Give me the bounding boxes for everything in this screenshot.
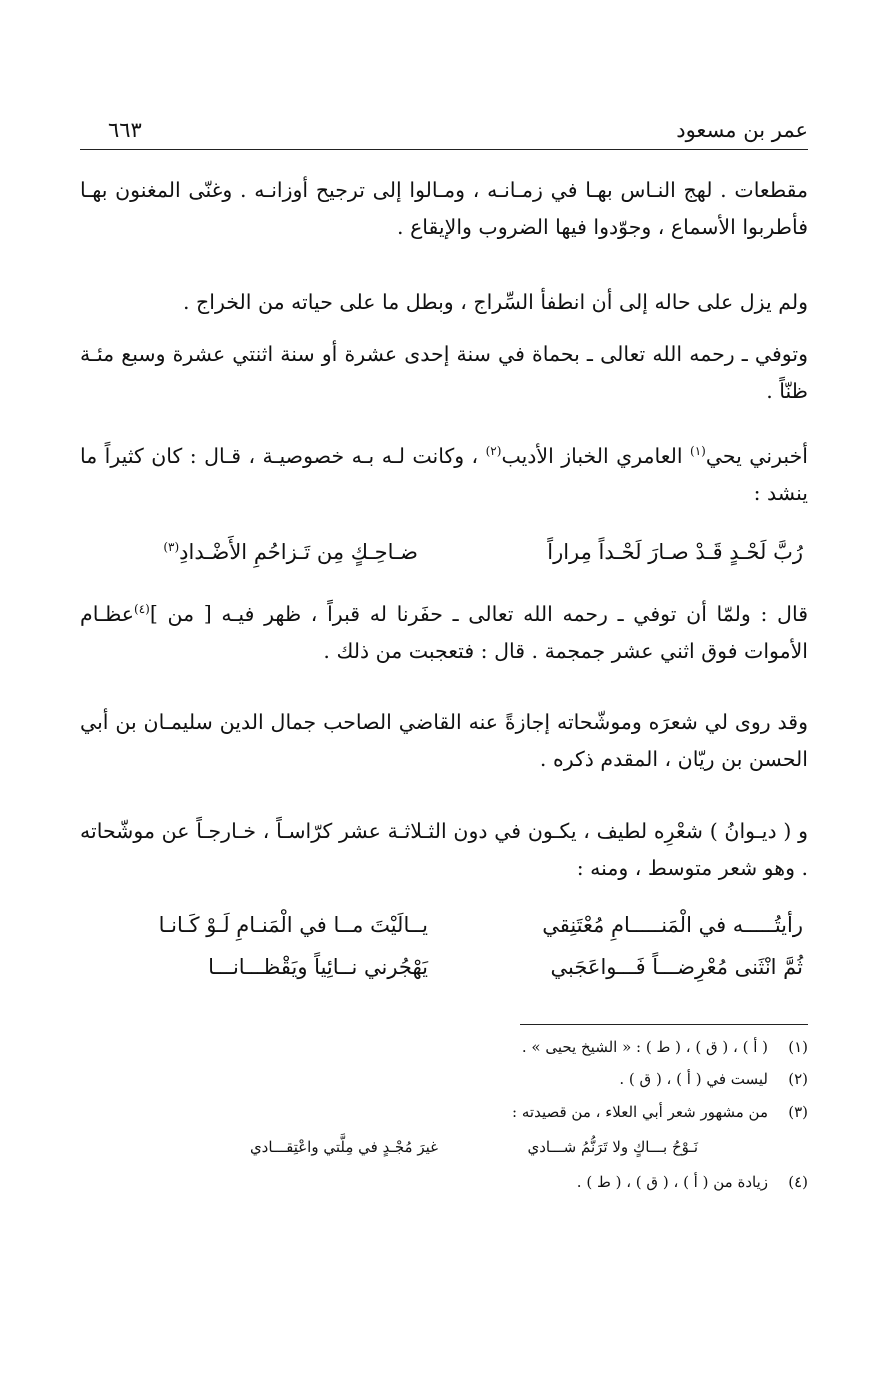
- verse-2-first-hemistich: رأيتُـــــه في الْمَنـــــامِ مُعْتَنِقي: [542, 913, 803, 937]
- paragraph-4: [80, 438, 808, 512]
- footnote-3-text: من مشهور شعر أبي العلاء ، من قصيدته :: [512, 1103, 768, 1121]
- verse-3-first-hemistich: ثُمَّ انْثَنى مُعْرِضـــاً فَـــواعَجَبي: [550, 955, 803, 979]
- paragraph-4-part-a: أخبرني يحي: [705, 444, 808, 468]
- footnote-ref-3[interactable]: (٣): [163, 540, 180, 554]
- footnote-1-text: ( أ ) ، ( ق ) ، ( ط ) : « الشيخ يحيى » .: [521, 1038, 768, 1056]
- paragraph-5-part-b: عظـام الأموات فوق اثني عشر جمجمة . قال : فتعجبت من ذلك .: [80, 602, 808, 663]
- paragraph-7: و ( ديـوانُ ) شعْرِه لطيف ، يكـون في دون الثـلاثـة عشر كرّاسـاً ، خـارجـاً عن موشّحاته . وهو شعر متوسط ، ومنه :: [80, 819, 808, 880]
- page-number: ٦٦٣: [108, 118, 142, 142]
- verse-3-second-hemistich: يَهْجُرني نــائِياً ويَقْظـــانـــا: [208, 955, 428, 979]
- paragraph-5: [80, 596, 808, 670]
- footnote-1: [522, 1038, 808, 1056]
- paragraph-2: ولم يزل على حاله إلى أن انطفأ السِّراج ، وبطل ما على حياته من الخراج .: [183, 290, 808, 314]
- paragraph-4-part-c: ، وكانت لـه بـه خصوصيـة ، قـال : كان كثيراً ما ينشد :: [80, 444, 808, 505]
- footnote-3: [512, 1103, 808, 1121]
- footnote-ref-1[interactable]: (١): [690, 444, 706, 459]
- footnote-rule: [520, 1024, 808, 1025]
- running-title: عمر بن مسعود: [676, 118, 808, 142]
- verse-1-first-hemistich: رُبَّ لَحْـدٍ قَـدْ صـارَ لَحْـداً مِراراً: [547, 540, 803, 564]
- verse-1-second-hemistich: [163, 540, 418, 564]
- paragraph-6: وقد روى لي شعرَه وموشّحاته إجازةً عنه القاضي الصاحب جمال الدين سليمـان بن أبي الحسن بن ريّان ، المقدم ذكره .: [80, 710, 808, 771]
- header-rule: [80, 149, 808, 150]
- footnote-verse-first: غيرَ مُجْـدٍ في مِلَّتي واعْتِقـــادي: [249, 1138, 438, 1156]
- paragraph-1: مقطعات . لهج النـاس بهـا في زمـانـه ، ومـالوا إلى ترجيح أوزانـه . وغنّى المغنون بهـا فأطربوا الأسماع ، وجوّدوا فيها الضروب والإيقاع .: [80, 178, 808, 239]
- footnote-4-text: زيادة من ( أ ) ، ( ق ) ، ( ط ) .: [576, 1173, 768, 1191]
- footnote-4: [577, 1173, 808, 1191]
- footnote-2-number: (٢): [788, 1070, 808, 1088]
- footnote-4-number: (٤): [788, 1173, 808, 1191]
- paragraph-3: وتوفي ـ رحمه الله تعالى ـ بحماة في سنة إحدى عشرة أو سنة اثنتي عشرة وسبع مئـة ظنّاً .: [80, 342, 808, 403]
- footnote-ref-2[interactable]: (٢): [485, 444, 502, 459]
- verse-1-second-text: ضـاحِـكٍ مِن تَـزاحُمِ الأَضْـدادِ: [179, 540, 418, 564]
- footnote-ref-4[interactable]: (٤): [134, 602, 150, 617]
- verse-2-second-hemistich: يــالَيْتَ مــا في الْمَنـامِ لَـوْ كَـانـا: [158, 913, 428, 937]
- footnote-3-number: (٣): [788, 1103, 808, 1121]
- footnote-2: [619, 1070, 808, 1088]
- footnote-verse-second: نَـوْحُ بـــاكٍ ولا تَرَنُّمُ شـــادي: [527, 1138, 698, 1156]
- paragraph-4-part-b: العامري الخباز الأديب: [501, 444, 683, 468]
- footnote-2-text: ليست في ( أ ) ، ( ق ) .: [619, 1070, 768, 1088]
- paragraph-5-part-a: قال : ولمّا أن توفي ـ رحمه الله تعالى ـ حفَرنا له قبراً ، ظهر فيـه [ من ]: [149, 602, 808, 626]
- footnote-1-number: (١): [788, 1038, 808, 1056]
